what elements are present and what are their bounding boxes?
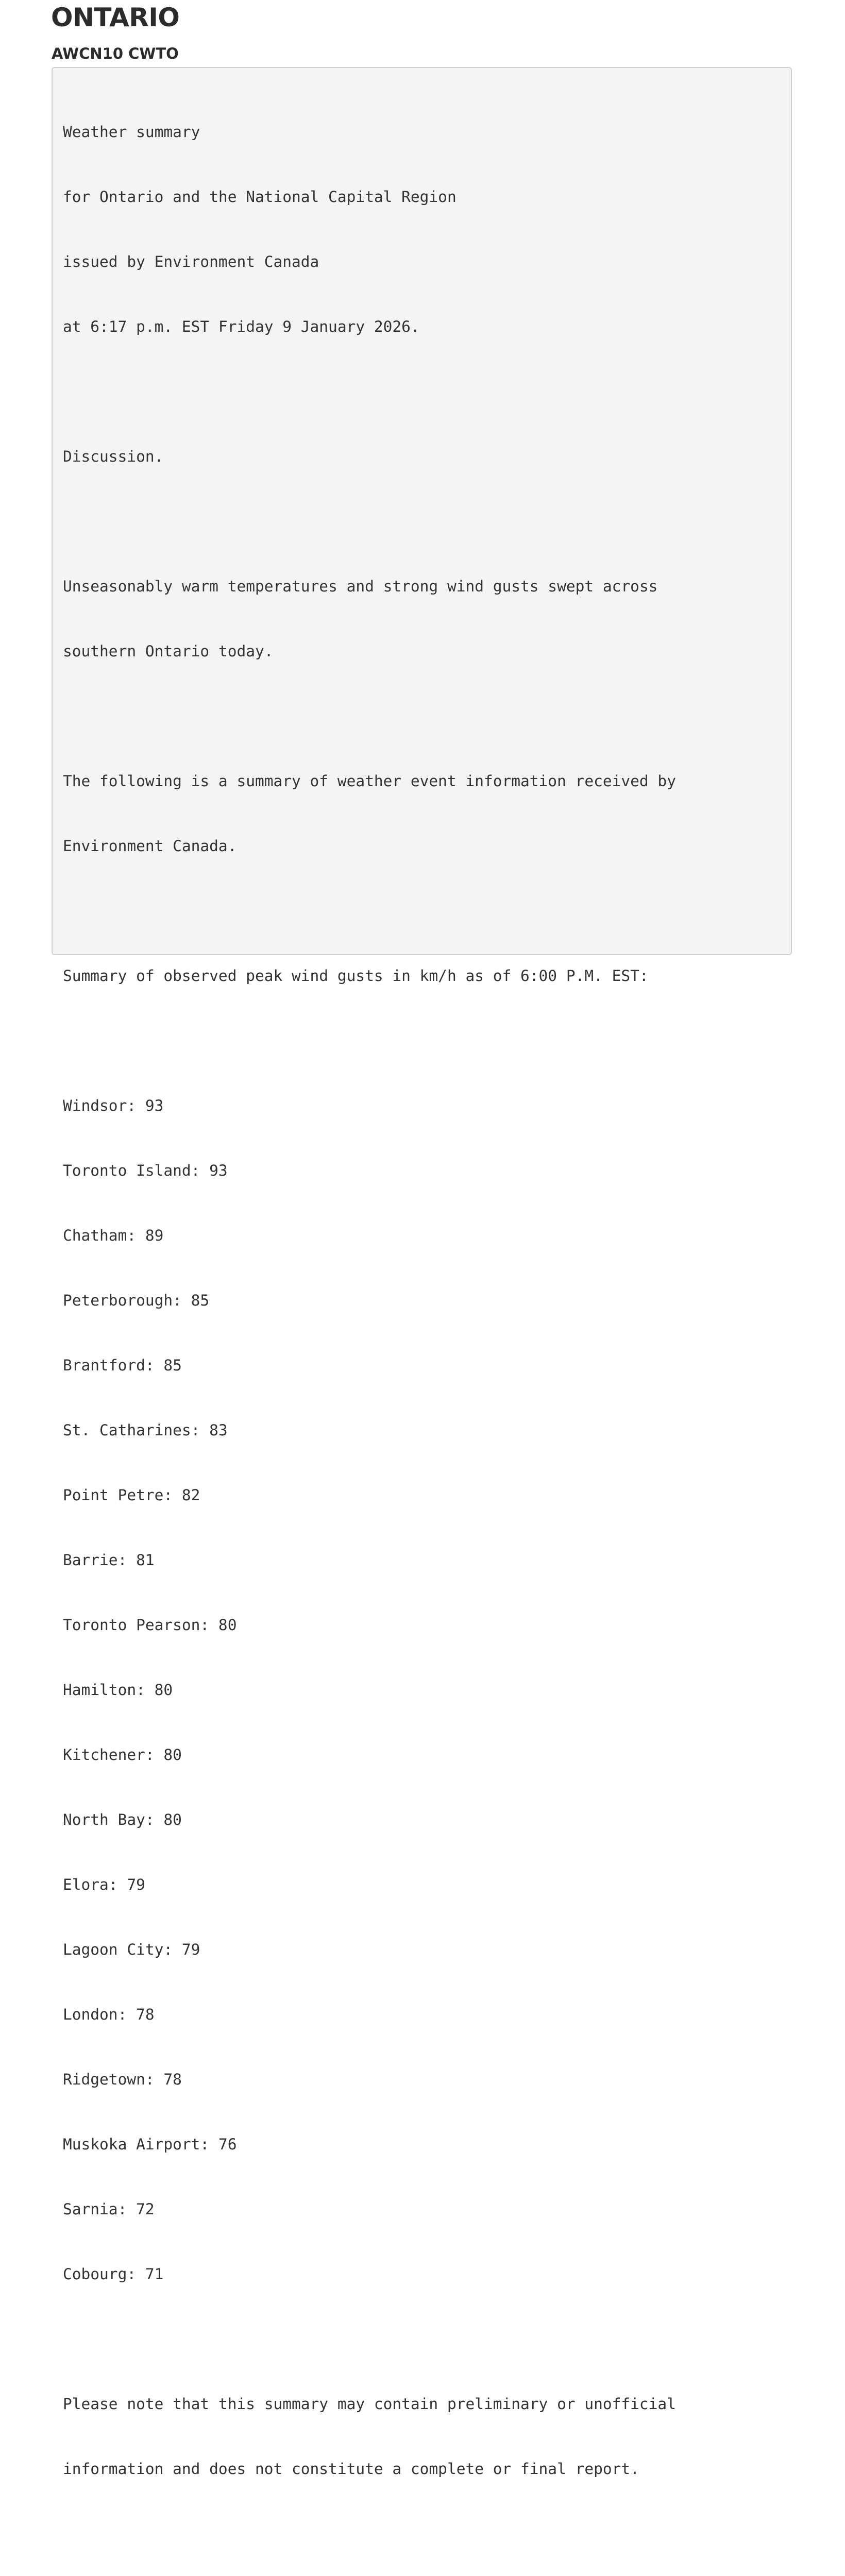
intro-line: for Ontario and the National Capital Region bbox=[63, 188, 457, 206]
gust-entry: North Bay: 80 bbox=[63, 1811, 182, 1828]
blank-line bbox=[63, 2328, 676, 2350]
blank-line bbox=[63, 900, 676, 922]
intro-line: at 6:17 p.m. EST Friday 9 January 2026. bbox=[63, 318, 420, 335]
discussion-line: southern Ontario today. bbox=[63, 642, 274, 660]
blank-line bbox=[63, 381, 676, 402]
gust-entry: Point Petre: 82 bbox=[63, 1486, 200, 1504]
gust-entry: Peterborough: 85 bbox=[63, 1292, 210, 1309]
discussion-line: Unseasonably warm temperatures and strong wind gusts swept across bbox=[63, 578, 658, 595]
blank-line bbox=[63, 2523, 676, 2545]
gust-entry: Lagoon City: 79 bbox=[63, 1941, 200, 1958]
gusts-heading: Summary of observed peak wind gusts in km/h as of 6:00 P.M. EST: bbox=[63, 967, 649, 985]
gust-entry: Elora: 79 bbox=[63, 1876, 145, 1893]
gust-entry: Barrie: 81 bbox=[63, 1551, 155, 1569]
discussion-heading: Discussion. bbox=[63, 448, 164, 465]
gust-entry: Sarnia: 72 bbox=[63, 2200, 155, 2218]
bulletin-text bbox=[63, 78, 676, 2576]
gust-entry: Brantford: 85 bbox=[63, 1357, 182, 1374]
gust-entry: Ridgetown: 78 bbox=[63, 2071, 182, 2088]
note-line: Please note that this summary may contain preliminary or unofficial bbox=[63, 2395, 676, 2413]
intro-line: issued by Environment Canada bbox=[63, 253, 319, 270]
gust-entry: Chatham: 89 bbox=[63, 1227, 164, 1244]
following-line: The following is a summary of weather event information received by bbox=[63, 772, 676, 790]
gust-entry: Hamilton: 80 bbox=[63, 1681, 173, 1699]
gust-entry: Kitchener: 80 bbox=[63, 1746, 182, 1764]
blank-line bbox=[63, 705, 676, 727]
gust-entry: St. Catharines: 83 bbox=[63, 1421, 228, 1439]
page-title: ONTARIO bbox=[51, 3, 180, 32]
blank-line bbox=[63, 1030, 676, 1052]
gust-entry: Windsor: 93 bbox=[63, 1097, 164, 1114]
gust-entry: Muskoka Airport: 76 bbox=[63, 2136, 237, 2153]
note-line: information and does not constitute a complete or final report. bbox=[63, 2460, 639, 2478]
gust-entry: Toronto Pearson: 80 bbox=[63, 1616, 237, 1634]
bulletin-id: AWCN10 CWTO bbox=[52, 45, 179, 62]
intro-line: Weather summary bbox=[63, 123, 200, 141]
gust-entry: Cobourg: 71 bbox=[63, 2265, 164, 2283]
gust-entry: Toronto Island: 93 bbox=[63, 1162, 228, 1179]
following-line: Environment Canada. bbox=[63, 837, 237, 855]
blank-line bbox=[63, 511, 676, 532]
gust-entry: London: 78 bbox=[63, 2006, 155, 2023]
